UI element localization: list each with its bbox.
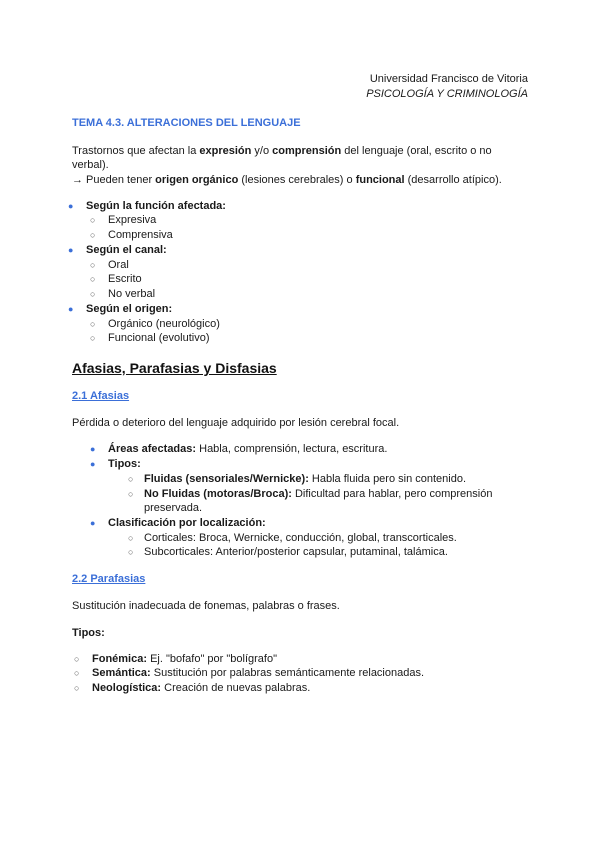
afasia-no-fluida-cont: preservada.: [144, 502, 203, 514]
intro-text: del lenguaje (oral, escrito o no: [341, 145, 492, 157]
bullet-circle-icon: ○: [74, 683, 80, 693]
classification-label: Según el canal:: [86, 244, 167, 256]
fluidas-label: Fluidas (sensoriales/Wernicke):: [144, 473, 309, 485]
university-name: Universidad Francisco de Vitoria: [369, 73, 528, 85]
parafasias-tipos-label: Tipos:: [72, 627, 105, 639]
intro-text: → Pueden tener: [72, 174, 156, 186]
bullet-circle-icon: ○: [128, 489, 134, 499]
fluidas-text: Habla fluida pero sin contenido.: [308, 473, 467, 485]
bullet-circle-icon: ○: [74, 654, 80, 664]
parafasia-text: Ej. "bofafo" por "bolígrafo": [147, 653, 277, 665]
afasia-fluida: [144, 472, 466, 486]
parafasia-label: Semántica:: [92, 667, 151, 679]
bullet-circle-icon: ○: [90, 215, 96, 225]
afasias-clasif-label: Clasificación por localización:: [108, 517, 266, 529]
bullet-disc-icon: ●: [90, 459, 96, 469]
degree-name: PSICOLOGÍA Y CRIMINOLOGÍA: [366, 88, 528, 100]
classification-label: Según el origen:: [86, 303, 173, 315]
bullet-disc-icon: ●: [68, 304, 74, 314]
classification-item: Expresiva: [108, 214, 157, 226]
afasias-title: 2.1 Afasias: [72, 390, 130, 402]
bullet-disc-icon: ●: [68, 245, 74, 255]
intro-bold: funcional: [355, 174, 405, 186]
bullet-disc-icon: ●: [90, 518, 96, 528]
parafasia-label: Neologística:: [92, 682, 162, 694]
intro-text: Trastornos que afectan la: [72, 145, 200, 157]
classification-item: Oral: [108, 259, 129, 271]
bullet-circle-icon: ○: [90, 230, 96, 240]
bullet-circle-icon: ○: [128, 533, 134, 543]
nofluidas-label: No Fluidas (motoras/Broca):: [144, 488, 292, 500]
topic-title: TEMA 4.3. ALTERACIONES DEL LENGUAJE: [72, 117, 301, 129]
parafasia-item: [92, 652, 277, 666]
bullet-circle-icon: ○: [74, 668, 80, 678]
classification-item: Escrito: [108, 273, 142, 285]
bullet-disc-icon: ●: [90, 444, 96, 454]
classification-item: No verbal: [108, 288, 156, 300]
afasias-tipos-label: Tipos:: [108, 458, 141, 470]
afasia-subcorticales: Subcorticales: Anterior/posterior capsular, putaminal, talámica.: [144, 546, 448, 558]
intro-line-2: verbal).: [72, 159, 109, 171]
bullet-circle-icon: ○: [128, 547, 134, 557]
intro-bold: origen orgánico: [155, 174, 239, 186]
afasia-corticales: Corticales: Broca, Wernicke, conducción, global, transcorticales.: [144, 532, 457, 544]
afasias-definition: Pérdida o deterioro del lenguaje adquirido por lesión cerebral focal.: [72, 417, 400, 429]
bullet-disc-icon: ●: [68, 201, 74, 211]
afasias-areas: [108, 442, 387, 456]
intro-line-1: [72, 144, 492, 158]
parafasia-item: [92, 681, 310, 695]
parafasia-text: Sustitución por palabras semánticamente relacionadas.: [150, 667, 425, 679]
bullet-circle-icon: ○: [90, 319, 96, 329]
bullet-circle-icon: ○: [90, 260, 96, 270]
intro-text: (lesiones cerebrales) o: [238, 174, 356, 186]
nofluidas-text: Dificultad para hablar, pero comprensión: [291, 488, 493, 500]
afasia-no-fluida: [144, 487, 492, 501]
intro-text: y/o: [251, 145, 273, 157]
parafasias-title: 2.2 Parafasias: [72, 573, 146, 585]
intro-text: (desarrollo atípico).: [404, 174, 502, 186]
bullet-circle-icon: ○: [90, 333, 96, 343]
intro-bold: expresión: [199, 145, 252, 157]
parafasia-label: Fonémica:: [92, 653, 148, 665]
classification-item: Comprensiva: [108, 229, 173, 241]
parafasias-definition: Sustitución inadecuada de fonemas, palabras o frases.: [72, 600, 340, 612]
classification-item: Orgánico (neurológico): [108, 318, 220, 330]
bullet-circle-icon: ○: [90, 274, 96, 284]
section-title: Afasias, Parafasias y Disfasias: [72, 360, 277, 376]
areas-text: Habla, comprensión, lectura, escritura.: [196, 443, 388, 455]
classification-item: Funcional (evolutivo): [108, 332, 210, 344]
parafasia-text: Creación de nuevas palabras.: [161, 682, 311, 694]
parafasia-item: [92, 666, 424, 680]
bullet-circle-icon: ○: [128, 474, 134, 484]
bullet-circle-icon: ○: [90, 289, 96, 299]
classification-label: Según la función afectada:: [86, 200, 226, 212]
areas-label: Áreas afectadas:: [108, 443, 197, 455]
intro-line-3: [72, 173, 502, 187]
intro-bold: comprensión: [272, 145, 342, 157]
